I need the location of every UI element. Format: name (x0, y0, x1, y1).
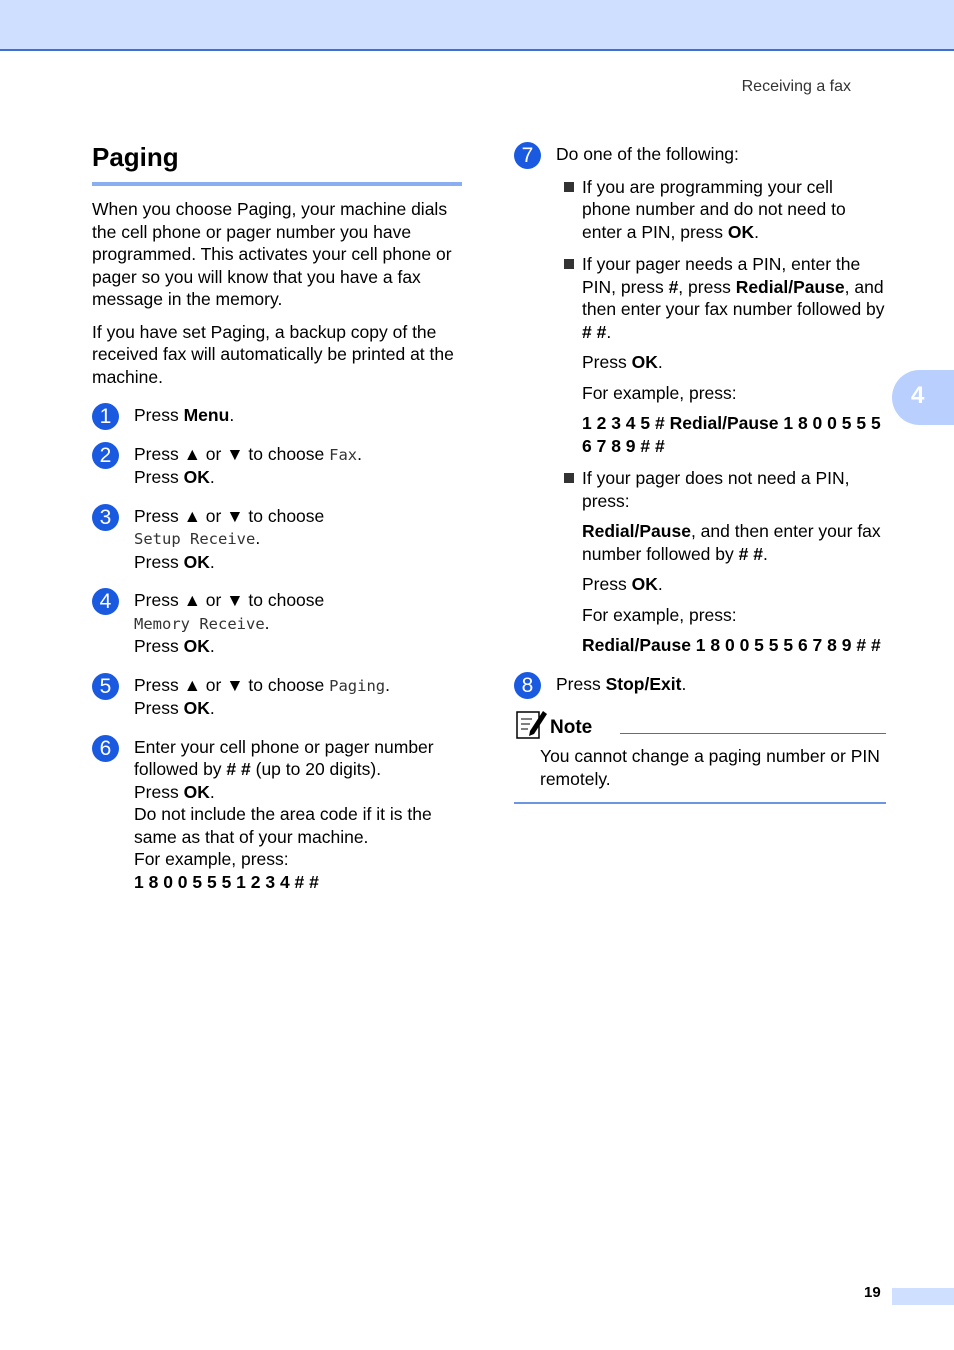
hash-keys: # # (738, 543, 763, 564)
note-pencil-icon (516, 709, 548, 739)
redial-pause-key: Redial/Pause (735, 276, 845, 297)
note-box (514, 709, 886, 804)
ok-key: OK (183, 781, 210, 802)
press-text: Press (582, 352, 632, 372)
step-number: 2 (92, 442, 119, 469)
step-text: Press (134, 405, 184, 425)
example-digits: 1 2 3 4 5 # Redial/Pause 1 8 0 0 5 5 5 6 7 8 9 # # (582, 413, 881, 456)
step-text: Press ▲ or ▼ to choose (134, 590, 325, 610)
step-punct: . (229, 405, 235, 425)
note-header (514, 709, 886, 743)
example-digits: 1 8 0 0 5 5 5 1 2 3 4 # # (134, 871, 319, 892)
step-text: Press ▲ or ▼ to choose (134, 674, 330, 695)
bullet-text: If your pager needs a PIN, enter the PIN, press (582, 254, 861, 297)
example-label: For example, press: (582, 604, 737, 625)
example-text: For example, press: (134, 849, 289, 869)
lcd-option: Paging (329, 676, 386, 695)
intro-paragraph-2: If you have set Paging, a backup copy of the received fax will automatically be printed at the machine. (92, 321, 454, 387)
example-label: For example, press: (582, 382, 737, 403)
step-1 (92, 404, 462, 427)
step-text-cont: (up to 20 digits). (250, 759, 382, 779)
note-title: Note (550, 717, 593, 738)
redial-pause-key: Redial/Pause (582, 521, 691, 541)
press-text: Press (582, 574, 632, 594)
page-number-bar (892, 1288, 954, 1305)
lcd-option: Setup Receive (134, 530, 256, 548)
bullet-pager-pin: If your pager needs a PIN, enter the PIN, press #, press Redial/Pause, and then enter your fax number followed by # #. (556, 253, 886, 343)
press-ok-line: Press OK. (582, 574, 663, 594)
step-7 (514, 143, 886, 657)
step-number: 3 (92, 504, 119, 531)
bullet-square-icon (564, 473, 574, 483)
step-text: Press ▲ or ▼ to choose (134, 443, 330, 464)
press-text: Press (134, 551, 184, 572)
bullet-square-icon (564, 182, 574, 192)
step-6: 6 Enter your cell phone or pager number followed by # # (up to 20 digits). Press OK. Do not include the area code if it is the same as that of your machine. For example, press: 1 8 0 0 5 5 5 1 2 3 4 # # (92, 736, 462, 894)
note-body: You cannot change a paging number or PIN remotely. (514, 745, 886, 804)
heading-rule (92, 182, 462, 186)
ok-key: OK (183, 551, 210, 572)
page-number: 19 (864, 1284, 881, 1301)
note-rule (620, 733, 886, 734)
step-text: Press ▲ or ▼ to choose (134, 505, 325, 526)
example-digits-pin (556, 412, 886, 457)
step-number: 1 (92, 403, 119, 430)
step-text: Press (556, 673, 606, 694)
step-number: 4 (92, 588, 119, 615)
redial-instruction: Redial/Pause, and then enter your fax number followed by # #. (582, 521, 881, 564)
step-text: Enter your cell phone or pager number followed by (134, 736, 434, 779)
press-text: Press (134, 698, 184, 718)
bullet-pager-no-pin (556, 467, 886, 512)
ok-key: OK (183, 698, 210, 718)
step-number: 5 (92, 673, 119, 700)
stop-exit-key: Stop/Exit (605, 673, 682, 694)
press-text: Press (134, 781, 184, 802)
bullet-square-icon (564, 259, 574, 269)
lcd-option: Memory Receive (134, 614, 265, 633)
step-text: Do one of the following: (556, 144, 739, 164)
chapter-tab (892, 370, 954, 425)
example-digits-no-pin (556, 634, 886, 657)
ok-key: OK (631, 574, 658, 594)
running-title: Receiving a fax (741, 78, 851, 95)
bullet-text: , press (678, 276, 736, 297)
step-4: 4 Press ▲ or ▼ to choose Memory Receive. Press OK. (92, 589, 462, 658)
press-text: Press (134, 636, 184, 656)
hash-key: # (668, 276, 679, 297)
bullet-text: If you are programming your cell phone number and do not need to enter a PIN, press (582, 176, 846, 242)
step-number: 8 (514, 672, 541, 699)
header-band (0, 0, 954, 51)
step-5: 5 Press ▲ or ▼ to choose Paging. Press OK. (92, 674, 462, 720)
step-punct: . (681, 673, 687, 694)
press-ok-line: Press OK. (582, 352, 663, 372)
chapter-tab-number: 4 (911, 382, 925, 409)
press-text: Press (134, 467, 184, 487)
instruction-text: , and then enter your fax number followed by (582, 521, 881, 564)
right-column (514, 140, 886, 804)
step-3: 3 Press ▲ or ▼ to choose Setup Receive. Press OK. (92, 505, 462, 574)
bullet-no-pin-cell: If you are programming your cell phone number and do not need to enter a PIN, press OK. (556, 176, 886, 244)
hash-keys: # # (226, 759, 251, 779)
step-number: 7 (514, 142, 541, 169)
bullet-text: If your pager does not need a PIN, press: (582, 468, 850, 511)
ok-key: OK (727, 221, 755, 242)
bullet-text: , and then enter your fax number followed by (582, 276, 885, 319)
hash-keys: # # (582, 321, 607, 342)
left-column (92, 140, 462, 893)
area-code-text: Do not include the area code if it is the same as that of your machine. (134, 804, 432, 847)
ok-key: OK (183, 467, 210, 487)
step-8 (514, 673, 886, 696)
step-number: 6 (92, 735, 119, 762)
example-digits: Redial/Pause 1 8 0 0 5 5 5 6 7 8 9 # # (582, 635, 881, 655)
lcd-option: Fax (329, 445, 358, 464)
menu-key: Menu (183, 405, 230, 425)
ok-key: OK (631, 352, 658, 372)
step-2: 2 Press ▲ or ▼ to choose Fax. Press OK. (92, 443, 462, 489)
ok-key: OK (183, 636, 210, 656)
intro-paragraph-1: When you choose Paging, your machine dials the cell phone or pager number you have programmed. This activates your cell phone or pager so you will know that you have a fax message in the memory. (92, 199, 452, 309)
section-heading: Paging (92, 142, 179, 172)
